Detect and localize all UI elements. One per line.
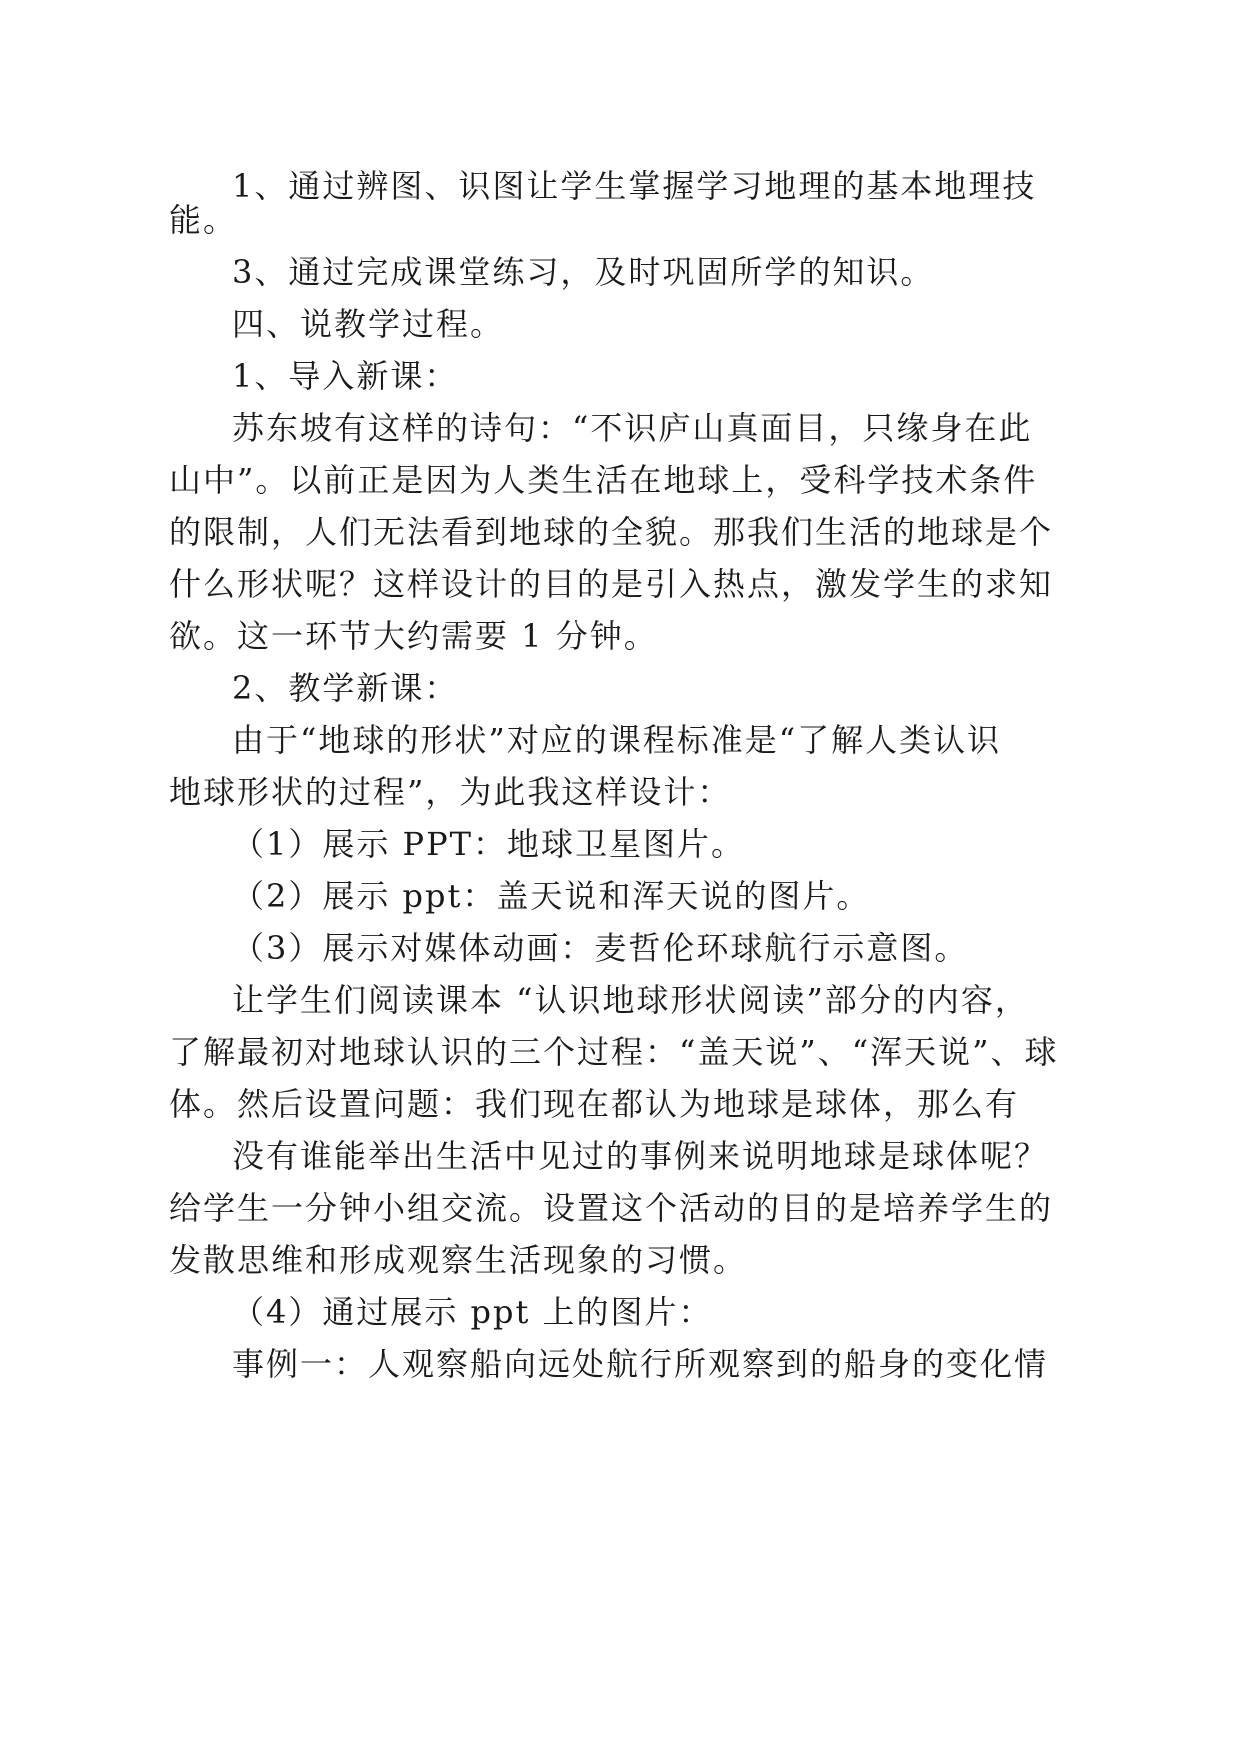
text-line: 由于“地球的形状”对应的课程标准是“了解人类认识 [232, 721, 1002, 759]
text-line: 1、通过辨图、识图让学生掌握学习地理的基本地理技 [232, 167, 1037, 205]
text-line: 四、说教学过程。 [232, 305, 505, 343]
text-line: 1、导入新课： [232, 357, 459, 395]
text-line: 什么形状呢？这样设计的目的是引入热点，激发学生的求知 [169, 565, 1054, 603]
text-line: 欲。这一环节大约需要 1 分钟。 [169, 617, 658, 655]
text-line: 让学生们阅读课本 “认识地球形状阅读”部分的内容， [232, 981, 1029, 1019]
text-line: 的限制，人们无法看到地球的全貌。那我们生活的地球是个 [169, 513, 1054, 551]
text-line: 体。然后设置问题：我们现在都认为地球是球体，那么有 [169, 1085, 1020, 1123]
text-line: 给学生一分钟小组交流。设置这个活动的目的是培养学生的 [169, 1189, 1054, 1227]
text-line: （1）展示 PPT：地球卫星图片。 [232, 825, 745, 863]
text-line: 事例一：人观察船向远处航行所观察到的船身的变化情 [232, 1345, 1049, 1383]
text-line: 3、通过完成课堂练习，及时巩固所学的知识。 [232, 253, 935, 291]
text-line: 能。 [169, 201, 238, 239]
text-line: （3）展示对媒体动画：麦哲伦环球航行示意图。 [232, 929, 969, 967]
text-line: （2）展示 ppt：盖天说和浑天说的图片。 [232, 877, 871, 915]
text-line: （4）通过展示 ppt 上的图片： [232, 1293, 713, 1331]
text-line: 地球形状的过程”，为此我这样设计： [169, 773, 732, 811]
text-line: 山中”。以前正是因为人类生活在地球上，受科学技术条件 [169, 461, 1038, 499]
text-line: 没有谁能举出生活中见过的事例来说明地球是球体呢？ [232, 1137, 1049, 1175]
text-line: 苏东坡有这样的诗句：“不识庐山真面目，只缘身在此 [232, 409, 1033, 447]
text-line: 发散思维和形成观察生活现象的习惯。 [169, 1241, 748, 1279]
text-line: 2、教学新课： [232, 669, 459, 707]
text-line: 了解最初对地球认识的三个过程：“盖天说”、“浑天说”、球 [169, 1033, 1059, 1071]
